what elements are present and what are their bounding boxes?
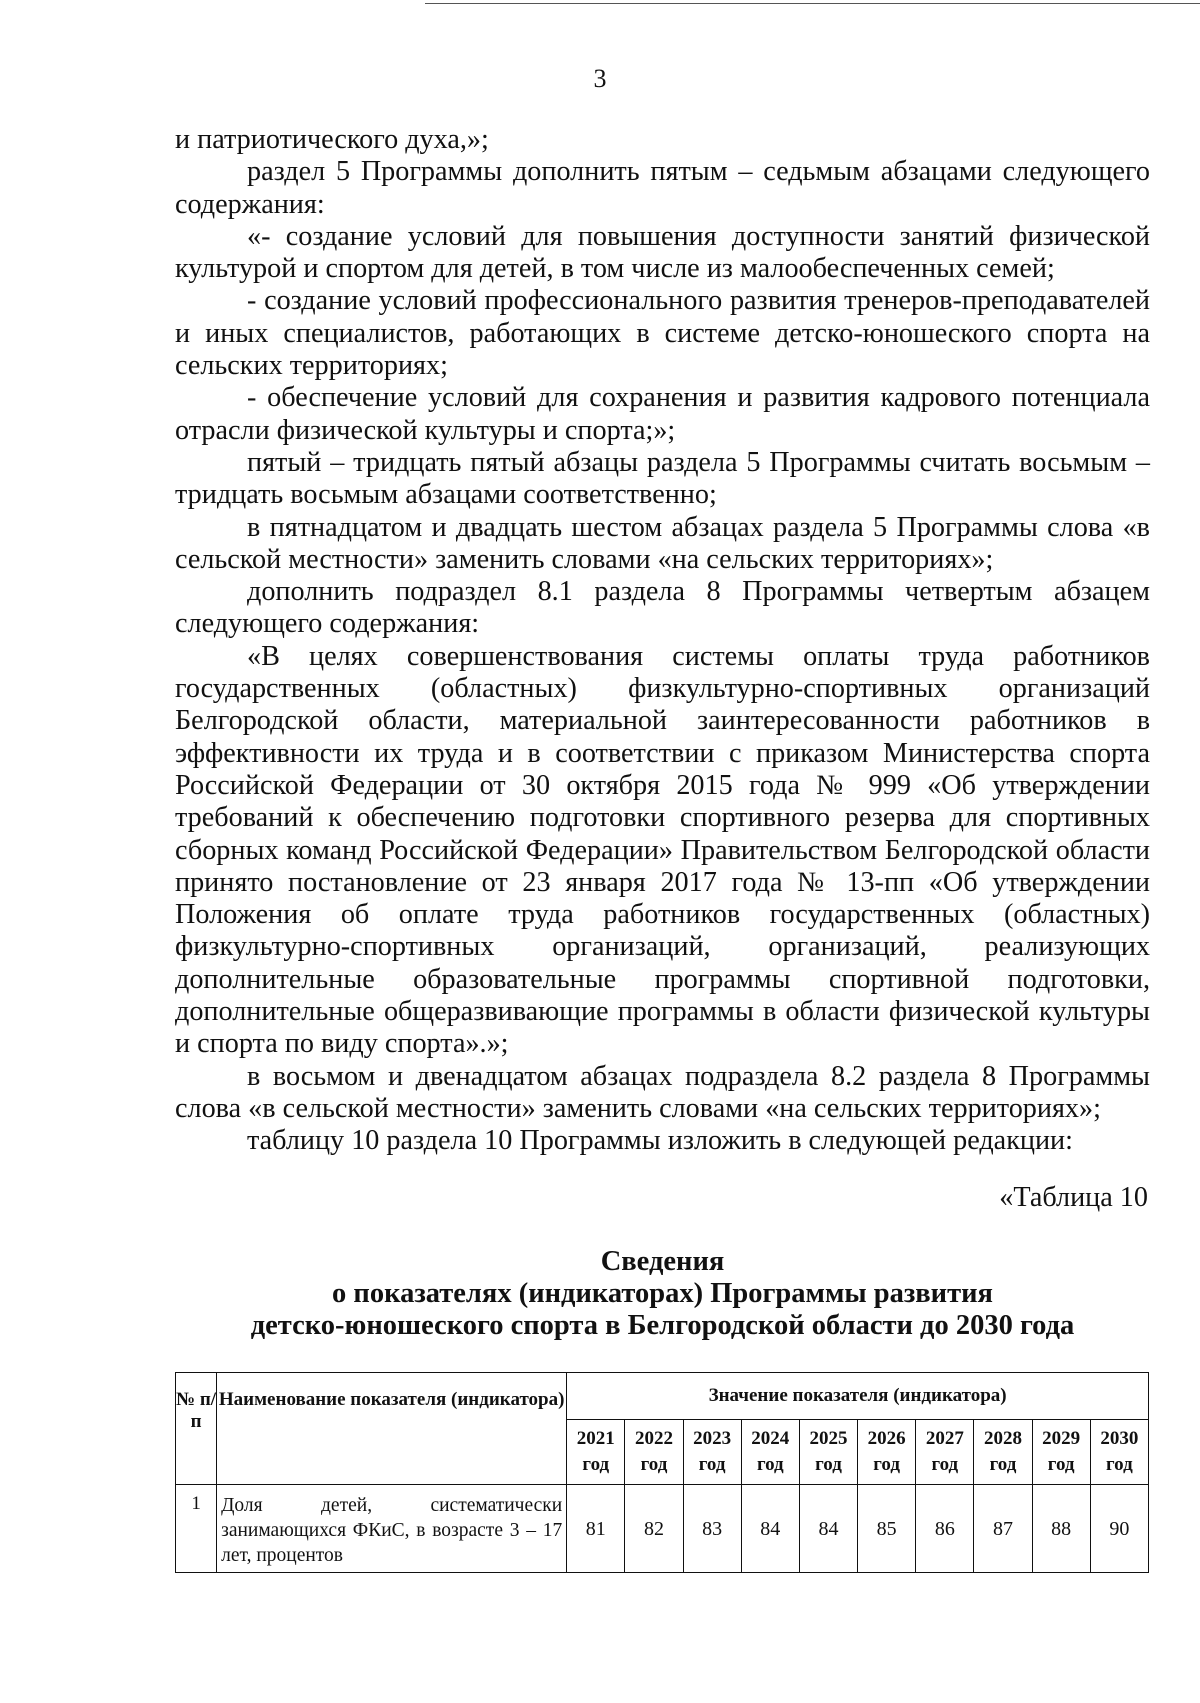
year-header: 2026 год — [858, 1420, 916, 1485]
table-row — [176, 1485, 1149, 1573]
column-header-name: Наименование показателя (индикатора) — [217, 1373, 567, 1485]
indicators-table — [175, 1372, 1149, 1573]
year-header: 2021 год — [567, 1420, 625, 1485]
indicator-value: 82 — [625, 1485, 683, 1573]
year-header: 2024 год — [741, 1420, 799, 1485]
heading-line: детско-юношеского спорта в Белгородской области до 2030 года — [250, 1310, 1075, 1341]
body-text — [175, 124, 1150, 1158]
table-label: «Таблица 10 — [999, 1182, 1148, 1213]
heading-line: о показателях (индикаторах) Программы развития — [332, 1278, 993, 1309]
year-header: 2027 год — [916, 1420, 974, 1485]
paragraph: таблицу 10 раздела 10 Программы изложить в следующей редакции: — [247, 1125, 1073, 1157]
paragraph: и патриотического духа,»; — [175, 124, 489, 155]
paragraph: - создание условий профессионального развития тренеров-преподавателей и иных специалистов, работающих в системе детско-юношеского спорта на сельских территориях; — [175, 285, 1150, 382]
column-header-number: № п/п — [176, 1373, 217, 1485]
indicator-value: 84 — [741, 1485, 799, 1573]
year-header: 2023 год — [683, 1420, 741, 1485]
indicator-value: 83 — [683, 1485, 741, 1573]
indicator-value: 88 — [1032, 1485, 1090, 1573]
paragraph: пятый – тридцать пятый абзацы раздела 5 Программы считать восьмым – тридцать восьмым абзацами соответственно; — [175, 446, 1150, 511]
year-header: 2025 год — [799, 1420, 857, 1485]
year-header: 2022 год — [625, 1420, 683, 1485]
row-number: 1 — [176, 1485, 217, 1573]
indicator-value: 86 — [916, 1485, 974, 1573]
paragraph: в пятнадцатом и двадцать шестом абзацах раздела 5 Программы слова «в сельской местности» заменить словами «на сельских территориях»; — [175, 511, 1150, 575]
paragraph: «- создание условий для повышения доступности занятий физической культурой и спортом для детей, в том числе из малообеспеченных семей; — [175, 220, 1150, 285]
top-border-line — [425, 3, 1200, 4]
column-header-values: Значение показателя (индикатора) — [567, 1373, 1149, 1420]
indicator-value: 90 — [1090, 1485, 1148, 1573]
year-header: 2029 год — [1032, 1420, 1090, 1485]
table-heading — [0, 1246, 1200, 1342]
paragraph: «В целях совершенствования системы оплаты труда работников государственных (областных) физкультурно-спортивных организаций Белгородской области, материальной заинтересованности работников в эффективности их труда и в соответствии с приказом Министерства спорта Российской Федерации от 30 октября 2015 года № 999 «Об утверждении требований к обеспечению подготовки спортивного резерва для спортивных сборных команд Российской Федерации» Правительством Белгородской области принято постановление от 23 января 2017 года № 13-пп «Об утверждении Положения об оплате труда работников государственных (областных) физкультурно-спортивных организаций, организаций, реализующих дополнительные образовательные программы спортивной подготовки, дополнительные общеразвивающие программы в области физической культуры и спорта по виду спорта».»; — [175, 640, 1150, 1060]
year-header: 2030 год — [1090, 1420, 1148, 1485]
paragraph: - обеспечение условий для сохранения и развития кадрового потенциала отрасли физической культуры и спорта;»; — [175, 382, 1150, 446]
indicator-name: Доля детей, систематически занимающихся ФКиС, в возрасте 3 – 17 лет, процентов — [217, 1485, 567, 1573]
indicator-value: 84 — [799, 1485, 857, 1573]
year-header: 2028 год — [974, 1420, 1032, 1485]
page-number: 3 — [593, 64, 607, 93]
paragraph: дополнить подраздел 8.1 раздела 8 Программы четвертым абзацем следующего содержания: — [175, 576, 1150, 640]
paragraph: раздел 5 Программы дополнить пятым – седьмым абзацами следующего содержания: — [175, 156, 1150, 220]
paragraph: в восьмом и двенадцатом абзацах подраздела 8.2 раздела 8 Программы слова «в сельской местности» заменить словами «на сельских территориях»; — [175, 1060, 1150, 1124]
indicator-value: 81 — [567, 1485, 625, 1573]
indicator-value: 85 — [858, 1485, 916, 1573]
heading-line: Сведения — [600, 1246, 725, 1277]
indicator-value: 87 — [974, 1485, 1032, 1573]
